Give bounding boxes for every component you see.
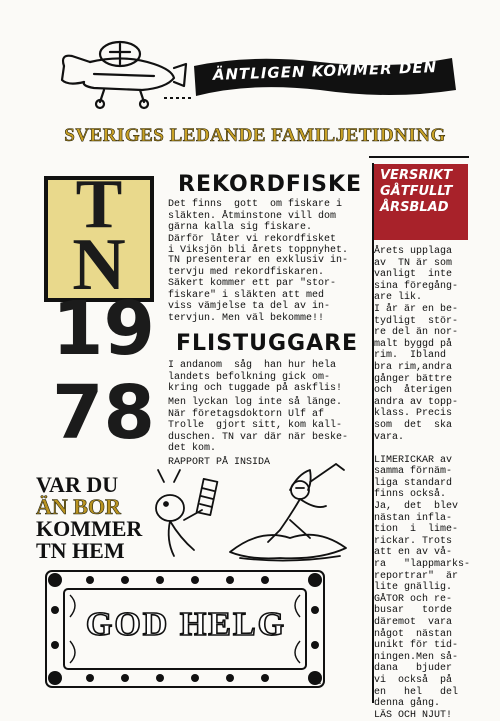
island-cartoon-icon [140, 460, 366, 564]
sidebar-text: Årets upplaga av TN är som vanligt inte sina föregång- are lik. I år är en be- tydligt stör- re del än nor- malt byggd på rim. Ibland bra rim,andra gånger bättre och återigen andra av topp- klass. Precis som det ska vara. LIMERICKAR av samma förnäm- liga standard finns också. Ja, det blev nästan infla- tion i lime- rickar. Trots att en av vå- ra "lappmarks- reportrar" är lite gnällig. GÅTOR och re- busar torde däremot vara något nästan unikt för tid- ningen.Men så- dana bjuder vi också på en hel del denna gång. LÄS OCH NJUT! [374, 246, 471, 721]
flistuggare-paragraph-2: Men lyckan log inte så länge. När företagsdoktorn Ulf af Trolle gjort sitt, kom kall- duschen. TN var där när beske- det kom. [168, 397, 349, 455]
promo-line-3: KOMMER [36, 516, 143, 541]
airplane-cartoon-icon [54, 36, 194, 110]
masthead-letter-t: T [75, 166, 123, 243]
god-helg-greeting: GOD HELG [85, 606, 287, 643]
promo-line-1: VAR DU [36, 472, 119, 497]
rekordfiske-heading: REKORDFISKE [178, 172, 363, 197]
year-top: 19 [52, 286, 155, 372]
promo-line-2: ÄN BOR [36, 494, 121, 519]
tagline: SVERIGES LEDANDE FAMILJETIDNING [64, 125, 446, 146]
sidebar-heading: VERSRIKT GÅTFULLT ÅRSBLAD [374, 164, 468, 240]
flistuggare-heading: FLISTUGGARE [176, 331, 359, 356]
rekordfiske-paragraph-2: TN presenterar en exklusiv in- tervju med rekordfiskaren. Säkert kommer ett par "stor- fiskare" i släkten att med viss vämjelse ta del av in- tervjun. Men väl bekomme!! [168, 255, 349, 324]
masthead-letter-n: N [72, 224, 126, 306]
rekordfiske-paragraph-1: Det finns gott om fiskare i släkten. Åtminstone vill dom gärna kalla sig fiskare. Därför låter vi rekordfisket i Viksjön bli årets toppnyhet. [168, 199, 349, 257]
year-bottom: 78 [52, 370, 155, 456]
rapport-note: RAPPORT PÅ INSIDA [168, 457, 271, 468]
promo-line-4: TN HEM [36, 538, 125, 563]
page-number: 2. [312, 677, 323, 687]
banner-text: ÄNTLIGEN KOMMER DEN [212, 58, 438, 84]
flistuggare-paragraph-1: I andanom såg han hur hela landets befolkning gick om- kring och tuggade på askflis! [168, 360, 343, 395]
